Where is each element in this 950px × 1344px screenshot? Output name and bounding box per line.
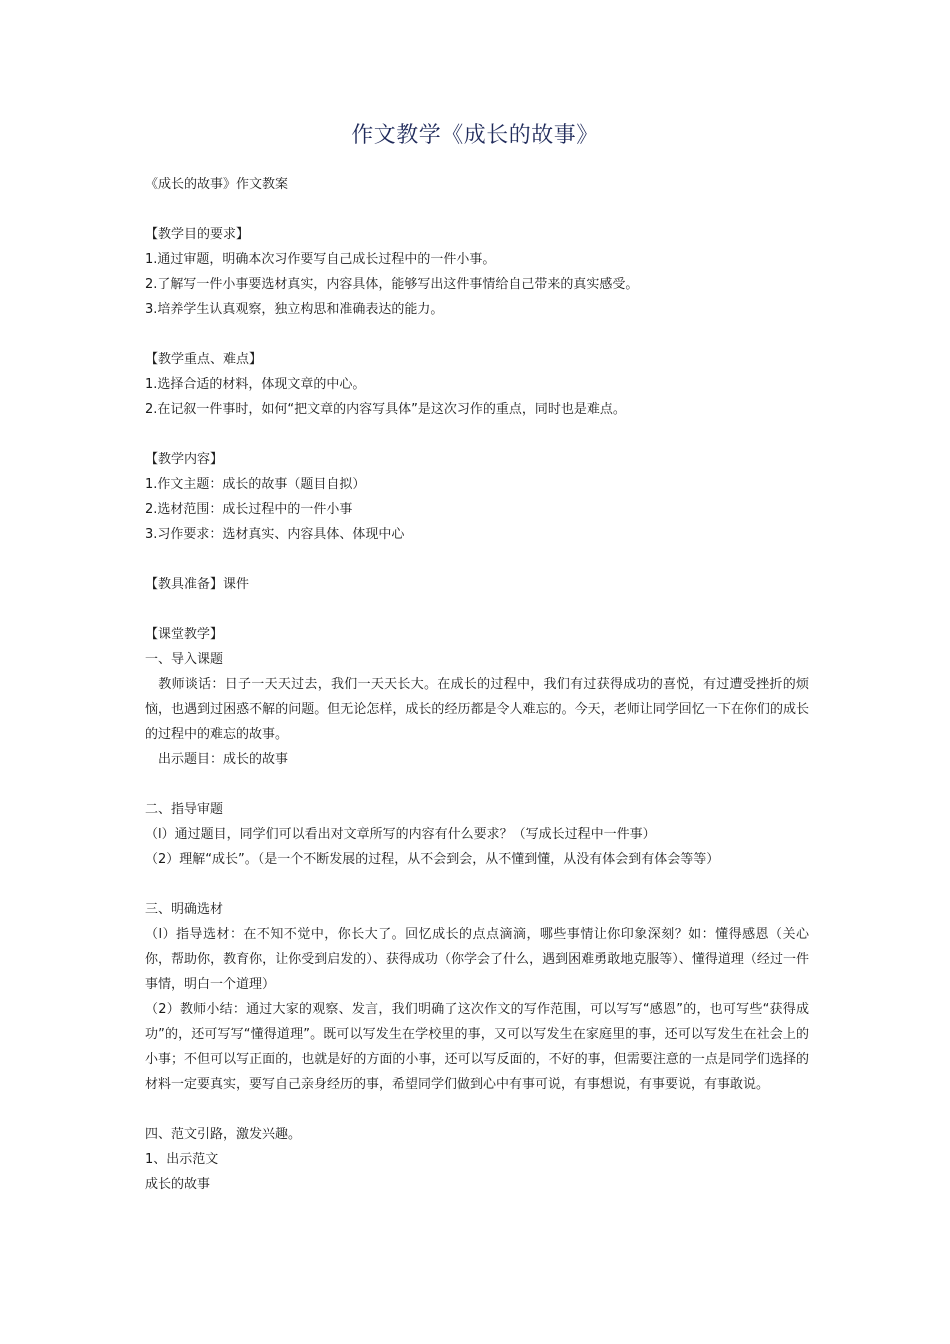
keypoint-item: 1.选择合适的材料，体现文章的中心。 [145, 377, 366, 392]
spacer [145, 547, 809, 572]
part3-heading: 三、明确选材 [145, 902, 224, 917]
keypoints-heading: 【教学重点、难点】 [145, 352, 263, 367]
document-title: 作文教学《成长的故事》 [351, 123, 599, 148]
spacer [145, 872, 809, 897]
tools-line: 【教具准备】课件 [145, 577, 250, 592]
content-item: 1.作文主题：成长的故事（题目自拟） [145, 477, 366, 492]
spacer [145, 772, 809, 797]
part4-item: 1、出示范文 [145, 1152, 219, 1167]
subtitle: 《成长的故事》作文教案 [145, 177, 289, 192]
part4-item: 成长的故事 [145, 1177, 211, 1192]
spacer [145, 197, 809, 222]
spacer [145, 1097, 809, 1122]
content-item: 3.习作要求：选材真实、内容具体、体现中心 [145, 527, 405, 542]
part1-heading: 一、导入课题 [145, 652, 224, 667]
content-item: 2.选材范围：成长过程中的一件小事 [145, 502, 353, 517]
part2-item: （2）理解“成长”。（是一个不断发展的过程，从不会到会，从不懂到懂，从没有体会到有体会等等） [145, 852, 720, 867]
part2-heading: 二、指导审题 [145, 802, 224, 817]
part1-show-title: 出示题目：成长的故事 [145, 752, 289, 767]
spacer [145, 422, 809, 447]
part3-paragraph-1: （l）指导选材：在不知不觉中，你长大了。回忆成长的点点滴滴，哪些事情让你印象深刻？如：懂得感恩（关心你，帮助你，教育你，让你受到启发的）、获得成功（你学会了什么，遇到困难勇敢地克服等）、懂得道理（经过一件事情，明白一个道理） [145, 927, 809, 992]
content-heading: 【教学内容】 [145, 452, 224, 467]
objectives-heading: 【教学目的要求】 [145, 227, 250, 242]
part3-paragraph-2: （2）教师小结：通过大家的观察、发言，我们明确了这次作文的写作范围，可以写写“感恩”的，也可写些“获得成功”的，还可写写“懂得道理”。既可以写发生在学校里的事，又可以写发生在家庭里的事，还可以写发生在社会上的小事；不但可以写正面的，也就是好的方面的小事，还可以写反面的，不好的事，但需要注意的一点是同学们选择的材料一定要真实，要写自己亲身经历的事，希望同学们做到心中有事可说，有事想说，有事要说，有事敢说。 [145, 1002, 809, 1092]
objective-item: 3.培养学生认真观察，独立构思和准确表达的能力。 [145, 302, 444, 317]
spacer [145, 322, 809, 347]
part4-heading: 四、范文引路，激发兴趣。 [145, 1127, 302, 1142]
document-body [145, 172, 809, 1197]
part2-item: （l）通过题目，同学们可以看出对文章所写的内容有什么要求？（写成长过程中一件事） [145, 827, 656, 842]
part1-paragraph: 教师谈话：日子一天天过去，我们一天天长大。在成长的过程中，我们有过获得成功的喜悦，有过遭受挫折的烦恼，也遇到过困惑不解的问题。但无论怎样，成长的经历都是令人难忘的。今天，老师让同学回忆一下在你们的成长的过程中的难忘的故事。 [145, 677, 809, 742]
keypoint-item: 2.在记叙一件事时，如何“把文章的内容写具体”是这次习作的重点，同时也是难点。 [145, 402, 626, 417]
objective-item: 1.通过审题，明确本次习作要写自己成长过程中的一件小事。 [145, 252, 496, 267]
spacer [145, 597, 809, 622]
classroom-heading: 【课堂教学】 [145, 627, 224, 642]
objective-item: 2.了解写一件小事要选材真实，内容具体，能够写出这件事情给自己带来的真实感受。 [145, 277, 639, 292]
